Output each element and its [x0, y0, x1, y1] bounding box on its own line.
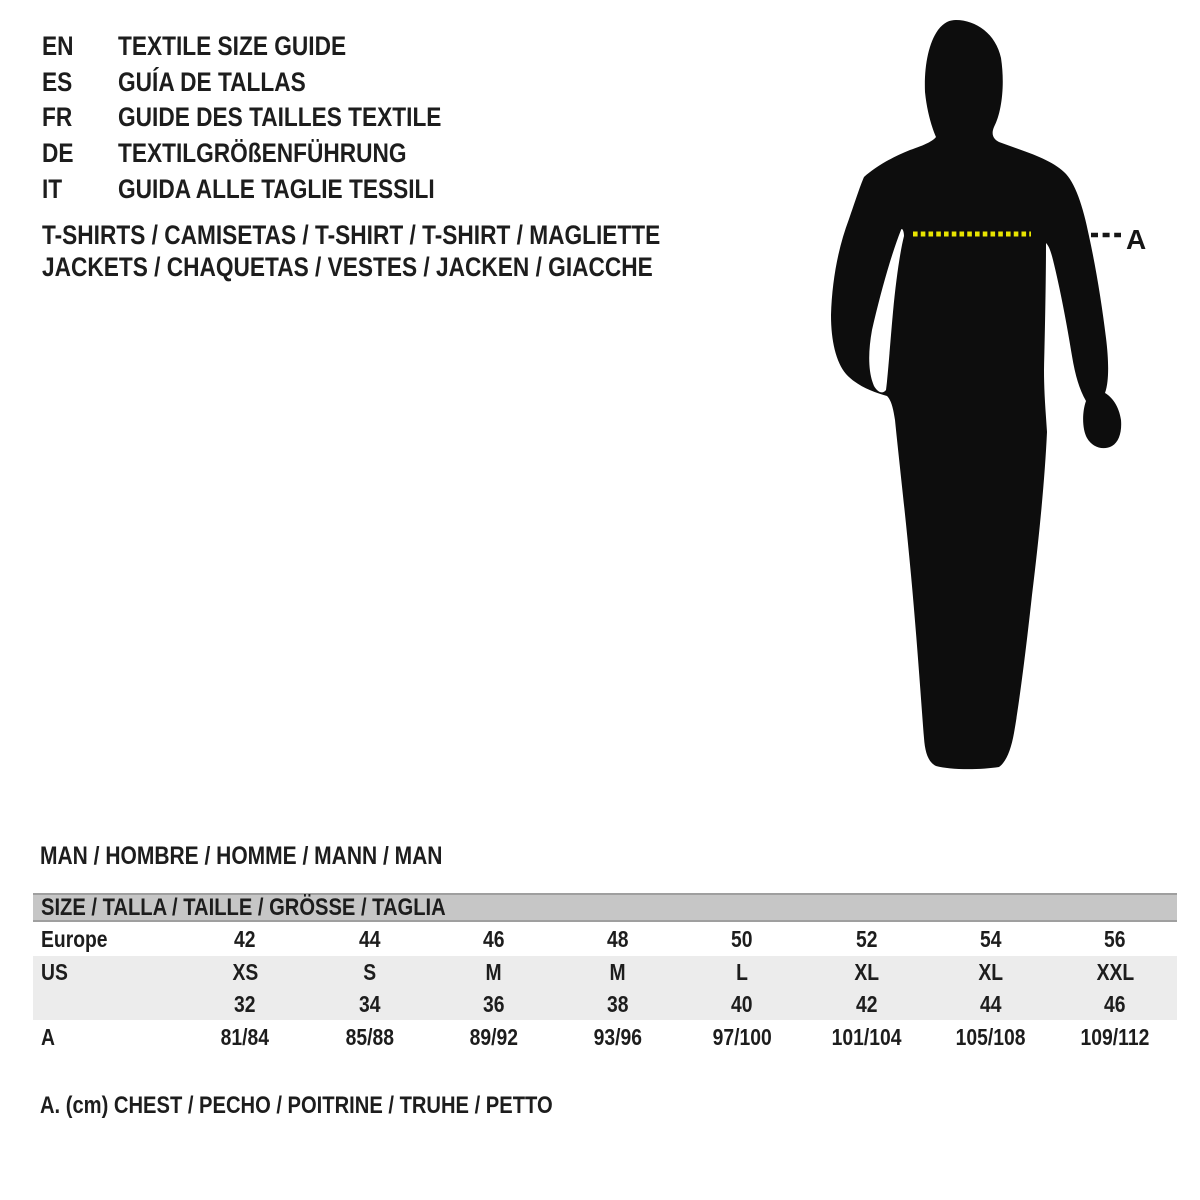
table-cell: 105/108	[955, 1024, 1026, 1050]
table-cell: 81/84	[220, 1024, 270, 1050]
language-title: GUIDE DES TAILLES TEXTILE	[118, 102, 442, 133]
table-cell: 93/96	[593, 1024, 643, 1050]
table-row-chest-a	[33, 1020, 1177, 1054]
table-cell: 36	[482, 991, 505, 1017]
language-row-it	[42, 171, 503, 207]
table-cell: 42	[234, 926, 256, 952]
language-title: TEXTILE SIZE GUIDE	[118, 31, 347, 62]
language-list	[42, 29, 503, 207]
language-row-de	[42, 136, 503, 172]
table-cell: 34	[358, 991, 381, 1017]
language-code: FR	[42, 102, 73, 133]
language-row-es	[42, 65, 503, 101]
language-title: GUIDA ALLE TAGLIE TESSILI	[118, 173, 435, 204]
language-code: ES	[42, 66, 73, 97]
table-cell: 54	[979, 926, 1002, 952]
category-line-tshirts: T-SHIRTS / CAMISETAS / T-SHIRT / T-SHIRT / MAGLIETTE	[42, 219, 661, 250]
table-cell: XXL	[1096, 959, 1134, 985]
table-cell: 46	[1104, 991, 1126, 1017]
row-label: US	[41, 959, 68, 985]
table-cell: XS	[232, 959, 259, 985]
table-cell: M	[609, 959, 626, 985]
language-title: GUÍA DE TALLAS	[118, 66, 306, 97]
table-cell: 52	[855, 926, 878, 952]
row-label: Europe	[41, 926, 108, 952]
language-code: DE	[42, 138, 74, 169]
table-cell: 109/112	[1080, 1024, 1150, 1050]
table-cell: M	[485, 959, 502, 985]
table-cell: 85/88	[345, 1024, 394, 1050]
table-cell: 32	[234, 991, 256, 1017]
table-row-alt-sizes	[33, 988, 1177, 1020]
row-label: A	[41, 1024, 55, 1050]
section-title-man: MAN / HOMBRE / HOMME / MANN / MAN	[40, 841, 443, 870]
language-row-en	[42, 29, 503, 65]
table-cell: 48	[607, 926, 629, 952]
table-cell: L	[736, 959, 749, 985]
table-cell: 50	[731, 926, 753, 952]
table-cell: 42	[855, 991, 878, 1017]
table-cell: 44	[358, 926, 381, 952]
table-cell: S	[362, 959, 376, 985]
table-cell: 44	[979, 991, 1002, 1017]
man-silhouette-figure	[818, 12, 1154, 780]
size-table	[33, 893, 1177, 1054]
language-row-fr	[42, 100, 503, 136]
table-cell: 56	[1104, 926, 1126, 952]
table-cell: 97/100	[712, 1024, 772, 1050]
measurement-note: A. (cm) CHEST / PECHO / POITRINE / TRUHE / PETTO	[40, 1092, 553, 1119]
product-categories	[42, 219, 778, 284]
category-line-jackets: JACKETS / CHAQUETAS / VESTES / JACKEN / GIACCHE	[42, 252, 653, 283]
table-cell: 101/104	[831, 1024, 902, 1050]
table-cell: XL	[978, 959, 1003, 985]
measure-label-a: A	[1126, 224, 1147, 255]
table-cell: 40	[731, 991, 753, 1017]
table-cell: 38	[607, 991, 629, 1017]
size-table-header: SIZE / TALLA / TAILLE / GRÖSSE / TAGLIA	[33, 893, 1177, 922]
table-cell: 89/92	[469, 1024, 518, 1050]
table-cell: 46	[482, 926, 505, 952]
row-label	[33, 988, 183, 1020]
table-row-europe	[33, 922, 1177, 956]
table-cell: XL	[854, 959, 879, 985]
language-title: TEXTILGRÖßENFÜHRUNG	[118, 138, 407, 169]
language-code: IT	[42, 173, 63, 204]
man-silhouette	[831, 20, 1121, 769]
table-row-us	[33, 956, 1177, 988]
language-code: EN	[42, 31, 74, 62]
